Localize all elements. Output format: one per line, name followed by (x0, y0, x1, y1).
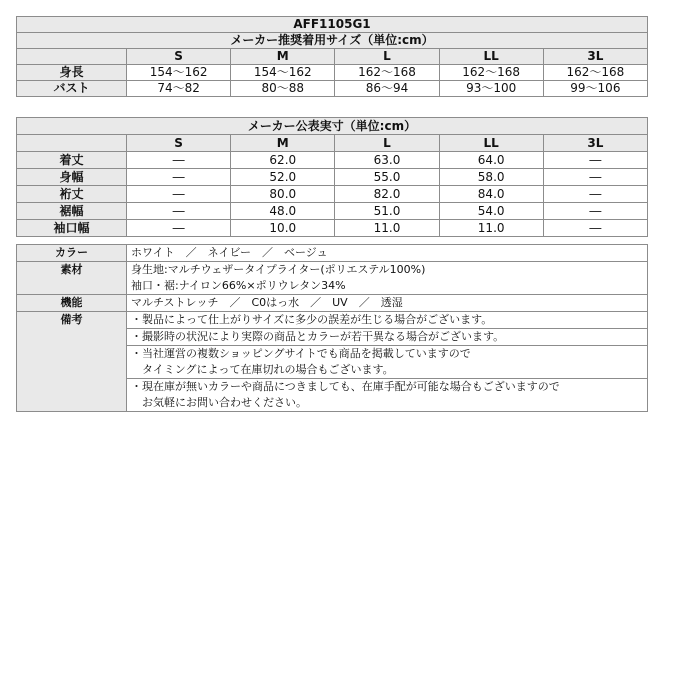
product-code-row (17, 17, 648, 33)
notes-value (127, 312, 648, 412)
size-header: L (335, 135, 439, 152)
row-label: バスト (17, 81, 127, 97)
color-label: カラー (17, 245, 127, 262)
material-row (17, 262, 648, 295)
product-info-table (16, 244, 648, 412)
table-cell: 64.0 (439, 152, 543, 169)
size-header: L (335, 49, 439, 65)
table-row (17, 81, 648, 97)
row-label: 裄丈 (17, 186, 127, 203)
note-item (127, 329, 647, 346)
table-cell: ― (543, 152, 647, 169)
table-cell: ― (127, 152, 231, 169)
table-row (17, 220, 648, 237)
table-row (17, 65, 648, 81)
table-cell: 99～106 (543, 81, 647, 97)
note-line: タイミングによって在庫切れの場合もございます。 (131, 363, 394, 376)
table-cell: ― (127, 203, 231, 220)
table-cell: 54.0 (439, 203, 543, 220)
table-cell: 86～94 (335, 81, 439, 97)
table-cell: 82.0 (335, 186, 439, 203)
table-cell: ― (127, 186, 231, 203)
table-row (17, 169, 648, 186)
table-cell: 10.0 (231, 220, 335, 237)
row-label: 着丈 (17, 152, 127, 169)
material-line: 袖口・裾:ナイロン66%×ポリウレタン34% (131, 279, 346, 292)
note-line: ・当社運営の複数ショッピングサイトでも商品を掲載していますので (131, 347, 471, 360)
actual-table-title-row (17, 118, 648, 135)
size-header-row (17, 49, 648, 65)
table-cell: 80.0 (231, 186, 335, 203)
table-cell: 11.0 (439, 220, 543, 237)
table-cell: 51.0 (335, 203, 439, 220)
table-cell: ― (543, 169, 647, 186)
table-cell: 74～82 (127, 81, 231, 97)
function-row (17, 295, 648, 312)
size-table-title: メーカー推奨着用サイズ（単位:cm） (17, 33, 648, 49)
size-header: 3L (543, 49, 647, 65)
table-cell: 162～168 (439, 65, 543, 81)
table-cell: 63.0 (335, 152, 439, 169)
table-cell: 84.0 (439, 186, 543, 203)
row-label: 裾幅 (17, 203, 127, 220)
size-header-row (17, 135, 648, 152)
notes-label: 備考 (17, 312, 127, 412)
size-header: S (127, 135, 231, 152)
table-cell: ― (127, 220, 231, 237)
note-line: ・撮影時の状況により実際の商品とカラーが若干異なる場合がございます。 (131, 330, 505, 343)
product-code: AFF1105G1 (17, 17, 648, 33)
table-cell: 162～168 (335, 65, 439, 81)
color-row (17, 245, 648, 262)
size-header: M (231, 49, 335, 65)
corner-cell (17, 49, 127, 65)
notes-row (17, 312, 648, 412)
row-label: 身長 (17, 65, 127, 81)
size-header: LL (439, 49, 543, 65)
table-cell: ― (127, 169, 231, 186)
row-label: 身幅 (17, 169, 127, 186)
table-cell: 80～88 (231, 81, 335, 97)
actual-measurements-table (16, 117, 648, 237)
recommended-size-table (16, 16, 648, 97)
table-cell: ― (543, 220, 647, 237)
color-value: ホワイト ／ ネイビー ／ ベージュ (127, 245, 648, 262)
size-header: M (231, 135, 335, 152)
note-item (127, 346, 647, 379)
material-value (127, 262, 648, 295)
table-cell: ― (543, 186, 647, 203)
table-row (17, 186, 648, 203)
size-header: S (127, 49, 231, 65)
material-label: 素材 (17, 262, 127, 295)
size-table-title-row (17, 33, 648, 49)
table-row (17, 152, 648, 169)
note-line: お気軽にお問い合わせください。 (131, 396, 307, 409)
size-header: 3L (543, 135, 647, 152)
table-cell: 48.0 (231, 203, 335, 220)
actual-table-title: メーカー公表実寸（単位:cm） (17, 118, 648, 135)
table-cell: 52.0 (231, 169, 335, 186)
material-line: 身生地:マルチウェザータイプライター(ポリエステル100%) (131, 263, 426, 276)
function-label: 機能 (17, 295, 127, 312)
table-cell: 62.0 (231, 152, 335, 169)
table-cell: 154～162 (127, 65, 231, 81)
size-header: LL (439, 135, 543, 152)
table-cell: 93～100 (439, 81, 543, 97)
function-value: マルチストレッチ ／ C0はっ水 ／ UV ／ 透湿 (127, 295, 648, 312)
table-cell: 162～168 (543, 65, 647, 81)
table-row (17, 203, 648, 220)
corner-cell (17, 135, 127, 152)
row-label: 袖口幅 (17, 220, 127, 237)
table-cell: ― (543, 203, 647, 220)
table-cell: 154～162 (231, 65, 335, 81)
table-cell: 11.0 (335, 220, 439, 237)
table-cell: 58.0 (439, 169, 543, 186)
note-item (127, 312, 647, 329)
note-line: ・製品によって仕上がりサイズに多少の誤差が生じる場合がございます。 (131, 313, 493, 326)
table-cell: 55.0 (335, 169, 439, 186)
note-line: ・現在庫が無いカラーや商品につきましても、在庫手配が可能な場合もございますので (131, 380, 560, 393)
note-item (127, 379, 647, 411)
